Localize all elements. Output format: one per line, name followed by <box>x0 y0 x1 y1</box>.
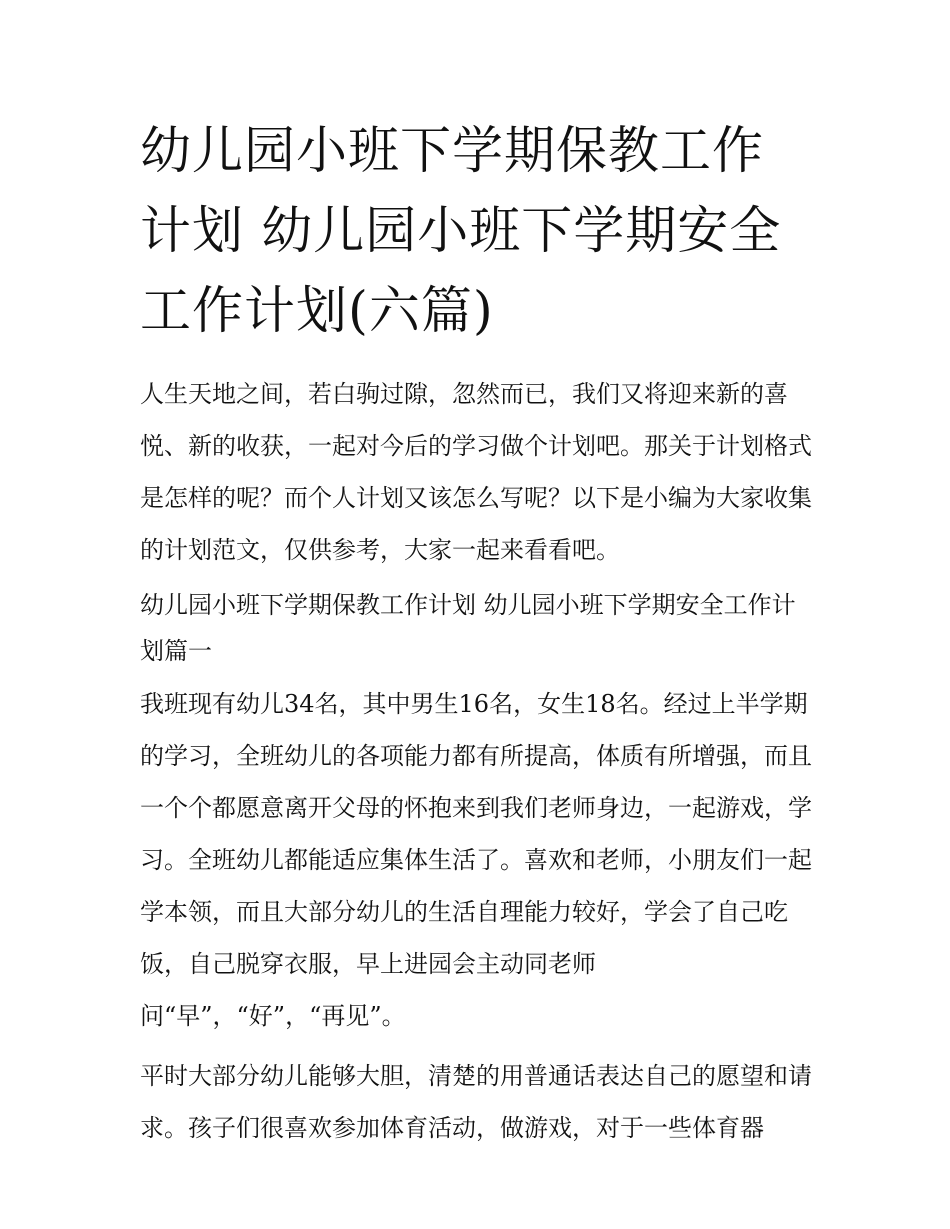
body-paragraph-1: 我班现有幼儿34名，其中男生16名，女生18名。经过上半学期的学习，全班幼儿的各项能力都有所提高，体质有所增强，而且一个个都愿意离开父母的怀抱来到我们老师身边，一起游戏，学习。全班幼儿都能适应集体生活了。喜欢和老师，小朋友们一起学本领，而且大部分幼儿的生活自理能力较好，学会了自己吃饭，自己脱穿衣服，早上进园会主动同老师 <box>140 690 812 978</box>
intro-paragraph: 人生天地之间，若白驹过隙，忽然而已，我们又将迎来新的喜悦、新的收获，一起对今后的学习做个计划吧。那关于计划格式是怎样的呢？而个人计划又该怎么写呢？以下是小编为大家收集的计划范文，仅供参考，大家一起来看看吧。 <box>140 380 812 564</box>
body-paragraph-3: 平时大部分幼儿能够大胆，清楚的用普通话表达自己的愿望和请求。孩子们很喜欢参加体育活动，做游戏，对于一些体育器 <box>140 1062 812 1142</box>
body-paragraph-2: 问“早”，“好”，“再见”。 <box>140 1002 406 1030</box>
document-title: 幼儿园小班下学期保教工作计划 幼儿园小班下学期安全工作计划(六篇) <box>140 122 782 341</box>
section-heading: 幼儿园小班下学期保教工作计划 幼儿园小班下学期安全工作计划篇一 <box>140 591 796 665</box>
